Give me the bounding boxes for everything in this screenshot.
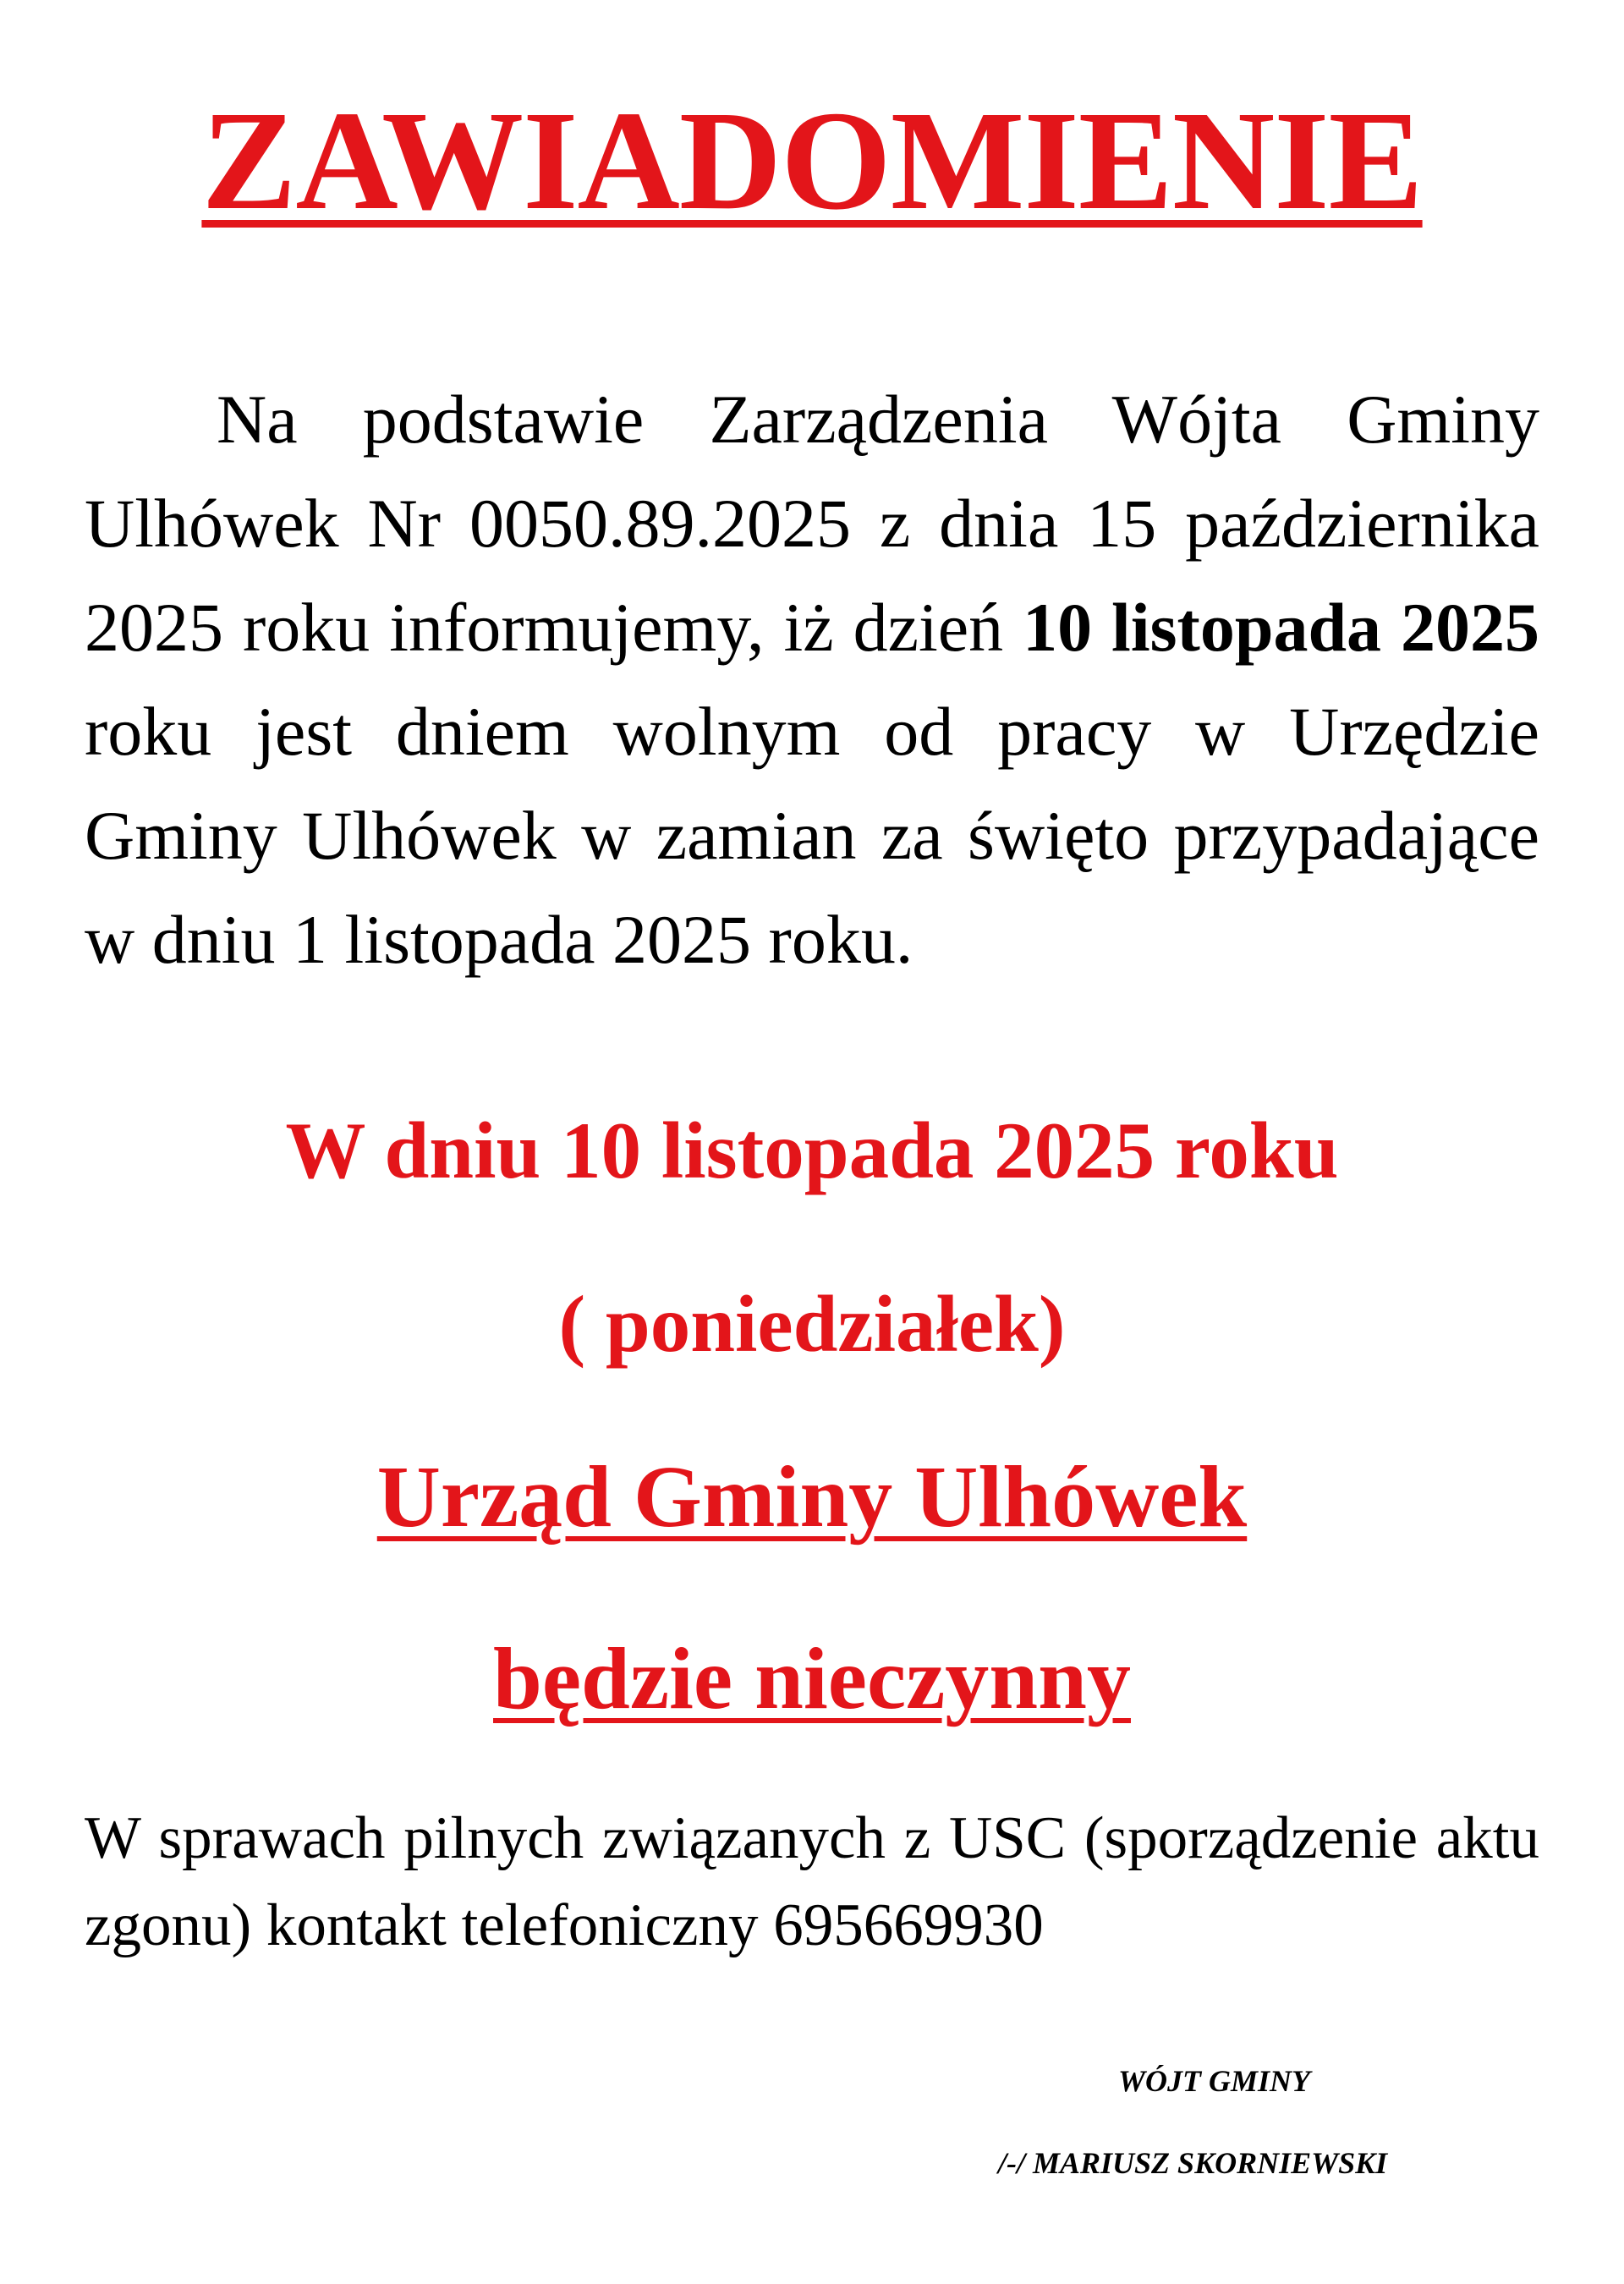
announcement-office-text: Urząd Gminy Ulhówek [376, 1448, 1248, 1546]
notice-body-paragraph [85, 367, 1539, 991]
signature-role: WÓJT GMINY [1118, 2064, 1311, 2098]
urgent-contact-text: W sprawach pilnych związanych z USC (sporządzenie aktu zgonu) kontakt telefoniczny 695669930 [85, 1805, 1539, 1958]
announcement-date-line [0, 1104, 1624, 1197]
announcement-office-line [0, 1448, 1624, 1546]
body-text-end: roku jest dniem wolnym od pracy w Urzędzie Gminy Ulhówek w zamian za święto przypadające w dniu 1 listopada 2025 roku. [85, 693, 1539, 978]
announcement-weekday-text: ( poniedziałek) [558, 1279, 1066, 1369]
urgent-contact-paragraph [85, 1795, 1539, 1969]
notice-title-text: ZAWIADOMIENIE [201, 82, 1423, 239]
announcement-date-text: W dniu 10 listopada 2025 roku [285, 1106, 1339, 1195]
body-text-start: Na podstawie Zarządzenia Wójta Gminy Ulhówek Nr 0050.89.2025 z dnia 15 października 2025 roku informujemy, iż dzień [85, 381, 1539, 666]
body-text-date-bold: 10 listopada 2025 [1023, 589, 1539, 666]
announcement-weekday-line [0, 1277, 1624, 1370]
announcement-closed-line [0, 1630, 1624, 1727]
signature-name: /-/ MARIUSZ SKORNIEWSKI [998, 2146, 1388, 2180]
announcement-closed-text: będzie nieczynny [493, 1630, 1131, 1727]
notice-title [0, 82, 1624, 239]
